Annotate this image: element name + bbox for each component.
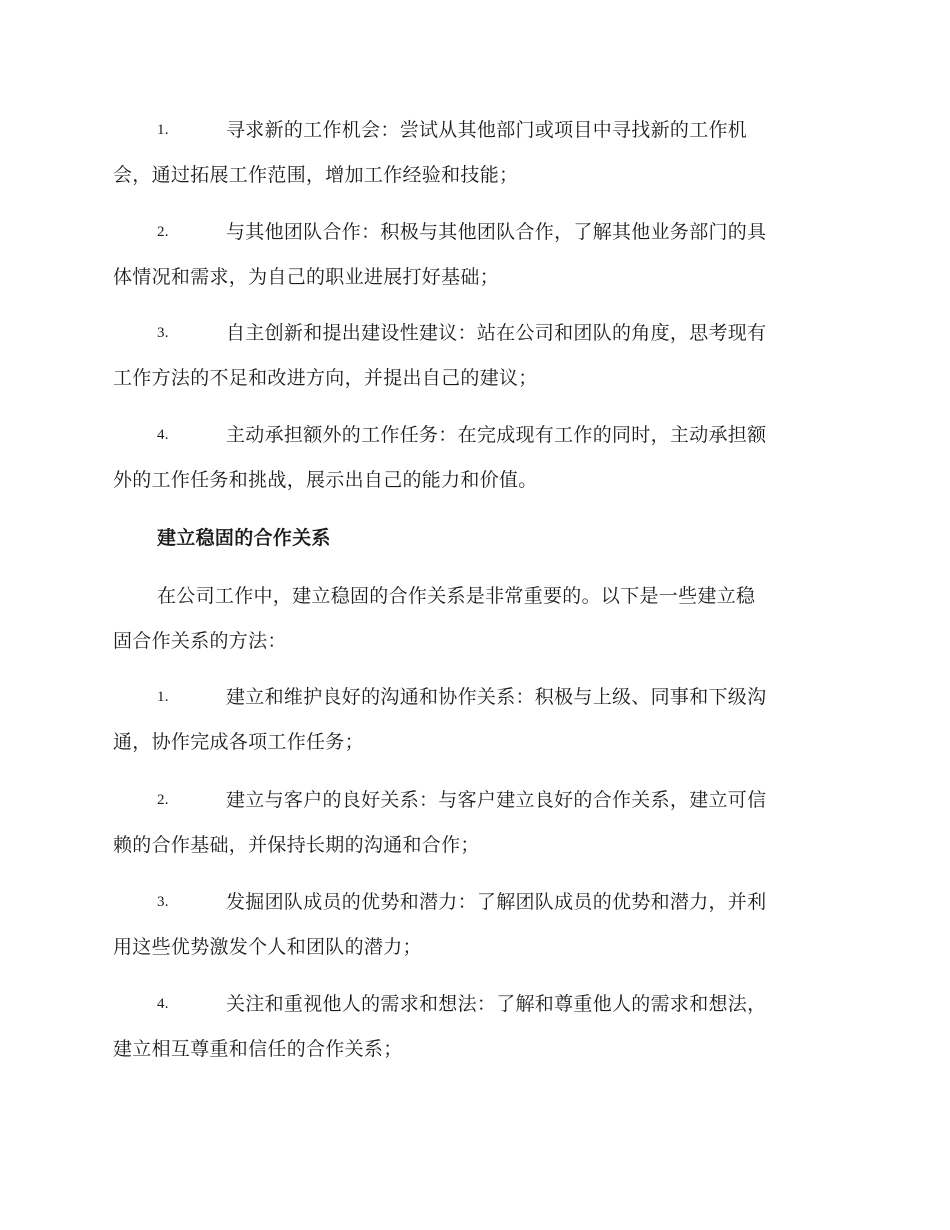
list-item (113, 778, 835, 868)
list-item-line: 用这些优势激发个人和团队的潜力； (113, 936, 422, 958)
list-item-line: 关注和重视他人的需求和想法：了解和尊重他人的需求和想法， (226, 993, 767, 1015)
list-number: 2. (157, 224, 169, 240)
list-item-line: 主动承担额外的工作任务：在完成现有工作的同时，主动承担额 (226, 424, 767, 446)
list-item-line: 建立与客户的良好关系：与客户建立良好的合作关系，建立可信 (226, 789, 767, 811)
list-item-line: 工作方法的不足和改进方向，并提出自己的建议； (113, 367, 538, 389)
list-item-line: 会，通过拓展工作范围，增加工作经验和技能； (113, 164, 519, 186)
list-number: 1. (157, 689, 169, 705)
list-item (113, 413, 835, 503)
paragraph-line: 在公司工作中，建立稳固的合作关系是非常重要的。以下是一些建立稳 (157, 585, 756, 607)
list-item (113, 982, 835, 1072)
intro-paragraph (113, 574, 835, 664)
list-item-line: 体情况和需求，为自己的职业进展打好基础； (113, 266, 500, 288)
list-item (113, 311, 835, 401)
list-number: 2. (157, 792, 169, 808)
list-number: 4. (157, 996, 169, 1012)
list-item-line: 建立和维护良好的沟通和协作关系：积极与上级、同事和下级沟 (226, 686, 767, 708)
list-item-line: 建立相互尊重和信任的合作关系； (113, 1038, 403, 1060)
list-item-line: 赖的合作基础，并保持长期的沟通和合作； (113, 834, 480, 856)
list-number: 4. (157, 427, 169, 443)
list-item (113, 210, 835, 300)
list-item-line: 自主创新和提出建设性建议：站在公司和团队的角度，思考现有 (226, 322, 767, 344)
list-number: 1. (157, 122, 169, 138)
list-item (113, 108, 835, 198)
list-item (113, 880, 835, 970)
list-item-line: 发掘团队成员的优势和潜力：了解团队成员的优势和潜力，并利 (226, 891, 767, 913)
list-item-line: 外的工作任务和挑战，展示出自己的能力和价值。 (113, 469, 538, 491)
list-item-line: 与其他团队合作：积极与其他团队合作，了解其他业务部门的具 (226, 221, 767, 243)
list-item-line: 寻求新的工作机会：尝试从其他部门或项目中寻找新的工作机 (226, 119, 748, 141)
section-heading: 建立稳固的合作关系 (157, 527, 331, 549)
list-item (113, 675, 835, 765)
list-item-line: 通，协作完成各项工作任务； (113, 731, 364, 753)
list-number: 3. (157, 894, 169, 910)
paragraph-line: 固合作关系的方法： (113, 630, 287, 652)
list-number: 3. (157, 325, 169, 341)
